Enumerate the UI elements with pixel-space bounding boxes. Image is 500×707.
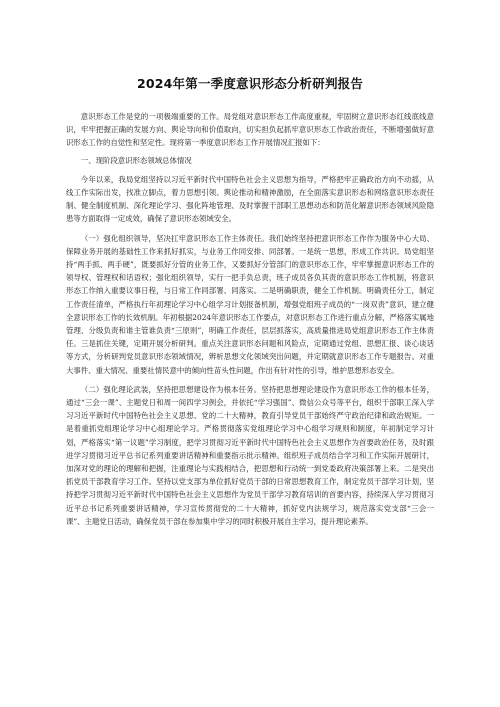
body-paragraph: 今年以来，我局党组坚持以习近平新时代中国特色社会主义思想为指导，严格把牢正确政治方向不动摇，从线工作实际出发，找准立脚点，着力思想引领、舆论推动和精神激励，在全面落实意识形态和网络意识形态责任制、健全制度机制、深化理论学习、强化阵地管理、及时掌握干部职工思想动态和防范化解意识形态领域风险隐患等方面取得一定成效，确保了意识形态领域安全。: [66, 174, 434, 224]
body-paragraph: （二）强化理论武装，坚持把思想建设作为根本任务。坚持把思想理论建设作为意识形态工作的根本任务，通过“三会一课”、主题党日和周一间四学习例会，并依托“学习强国”、微信公众号等平台，组织干部职工深入学习习近平新时代中国特色社会主义思想、党的二十大精神，教育引导党员干部始终严守政治纪律和政治规矩。一是着重抓党组理论学习中心组理论学习。严格贯彻落实党组理论学习中心组学习规则和制度，年初制定学习计划，严格落实“第一议题”学习制度，把学习贯彻习近平新时代中国特色社会主义思想作为首要政治任务，及时跟进学习贯彻习近平总书记系列重要讲话精神和重要指示批示精神。组织班子成员结合学习和工作实际开展研讨，加深对党的理论的理解和把握，注重理论与实践相结合，把思想和行动统一到党委政府决策部署上来。二是突出抓党员干部教育学习工作。坚持以党支部为单位抓好党员干部的日常思想教育工作，制定党员干部学习计划，坚持把学习贯彻习近平新时代中国特色社会主义思想作为党员干部学习教育培训的首要内容，持续深入学习贯彻习近平总书记系列重要讲话精神，学习宣传贯彻党的二十大精神，抓好党内法规学习，规范落实党支部“三会一课”、主题党日活动，确保党员干部在参加集中学习的同时积极开展自主学习，提升理论素养。: [66, 384, 434, 526]
body-paragraph: （一）强化组织领导，坚决扛牢意识形态工作主体责任。我们始终坚持把意识形态工作作为服务中心大局、保障业务开展的基础性工作来抓好抓实，与业务工作同安排、同部署。一是统一思想，形成工作共识。局党组坚持“两手抓、两手硬”，既要抓好分管的业务工作，又要抓好分管部门的意识形态工作，牢牢掌握意识形态工作的领导权、管理权和话语权；强化组织领导，实行一把手负总责，班子成员各负其责的意识形态工作机制，将意识形态工作纳入重要议事日程，与日常工作同部署、同落实。二是明确职责，健全工作机制。明确责任分工，制定工作责任清单，严格执行年初理论学习中心组学习计划报备机制，增强党组班子成员的“一岗双责”意识，建立健全意识形态工作的长效机制。年初根据2024年意识形态工作要点，对意识形态工作进行重点分解，严格落实属地管理、分级负责和谁主管谁负责“三原则”，明确工作责任，层层抓落实，高质量推进局党组意识形态工作主体责任。三是抓住关键，定期开展分析研判。重点关注意识形态问题和风险点，定期通过党组、思想汇报、谈心谈话等方式，分析研判党员意识形态领域情况，辨析思想文化领域突出问题，并定期就意识形态工作专题报告。对重大事件、重大情况、重要社情民意中的倾向性苗头性问题，作出有针对性的引导，维护思想形态安全。: [66, 233, 434, 375]
document-body: [66, 110, 434, 528]
page-title: 2024年第一季度意识形态分析研判报告: [136, 76, 364, 91]
section-heading: 一、现阶段意识形态领域总体情况: [80, 155, 192, 165]
body-paragraph: 意识形态工作是党的一项极端重要的工作。局党组对意识形态工作高度重视，牢固树立意识形态红线底线意识，牢牢把握正确的发展方向、舆论导向和价值取向，切实担负起抓牢意识形态工作政治责任，不断增强做好意识形态工作的自觉性和坚定性。现将第一季度意识形态工作开展情况汇报如下：: [66, 112, 434, 148]
